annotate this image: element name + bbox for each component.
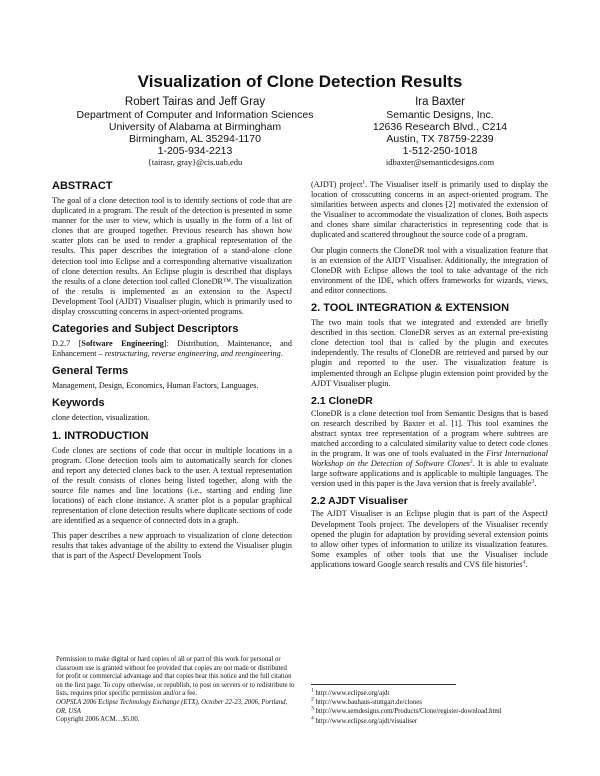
footnote: $^4$ http://www.eclipse.org/ajdt/visualiser <box>311 715 418 725</box>
author-affiliation-line: Department of Computer and Information Sciences <box>76 109 314 121</box>
abstract-text: The goal of a clone detection tool is to identify sections of code that are duplicated in a program. The result of the detection is presented in some manner for the user to view, which is usually in the form of a list of clones that are grouped together. Previous research has shown how scatter plots can be used to render a graphical representation of the results. This paper describes the integration of a stand-alone clone detection tool into Eclipse and a corresponding alternative visualization of clone detection results. An Eclipse plugin is described that displays the results of a clone detection tool called CloneDR™. The visualization of the results is implemented as an extension to the AspectJ Development Tool (AJDT) Visualiser plugin, which is primarily used to display crosscutting concerns in aspect-oriented programs. <box>52 196 292 317</box>
permission-text: Permission to make digital or hard copies of all or part of this work for personal or classroom use is granted without fee provided that copies are not made or distributed for profit or commercial advantage and that copies bear this notice and the full citation on the first page. To copy otherwise, or republish, to post on servers or to redistribute to lists, requires prior specific permission and/or a fee. <box>56 656 295 698</box>
right-column <box>311 180 548 575</box>
author-email: idbaxter@semanticdesigns.com <box>385 157 495 167</box>
copyright-text: Copyright 2006 ACM…$5.00. <box>56 716 140 724</box>
keywords-text: clone detection, visualization. <box>52 413 150 423</box>
section-2-heading: 2. TOOL INTEGRATION & EXTENSION <box>311 302 510 315</box>
footnote: $^2$ http://www.bauhaus-stuttgart.de/clones <box>311 696 422 707</box>
author-block-right <box>330 96 550 168</box>
section-2-2-text: The AJDT Visualiser is an Eclipse plugin that is part of the AspectJ Development Tools project. The developers of the Visualiser recently opened the plugin for adaptation by providing several extension points to allow other types of information to utilize its visualization features. Some examples of other tools that use the Visualiser include applications toward Google search results and CVS file histories$^4$. <box>311 509 548 569</box>
venue-text: OOPSLA 2006 Eclipse Technology Exchange (ETX), October 22-23, 2006, Portland, OR, USA <box>56 698 288 715</box>
author-address-line: Austin, TX 78759-2239 <box>386 133 494 145</box>
introduction-heading: 1. INTRODUCTION <box>52 429 149 442</box>
author-address-line: Birmingham, AL 35294-1170 <box>129 133 261 145</box>
author-names: Ira Baxter <box>415 96 465 108</box>
introduction-paragraph: Code clones are sections of code that occur in multiple locations in a program. Clone detection tools aim to automatically search for clones and report any detected clones back to the user. A textual representation of the result consists of clones being listed together, along with the source file names and line locations (i.e., starting and ending line locations) of each clone instance. A scatter plot is a popular graphical representation of clone detection results where duplicate sections of code are identified as a sequence of connected dots in a graph. <box>52 445 292 526</box>
author-phone: 1-512-250-1018 <box>402 145 478 157</box>
author-block-left <box>60 96 330 168</box>
author-affiliation-line: Semantic Designs, Inc. <box>386 109 494 121</box>
introduction-paragraph: This paper describes a new approach to visualization of clone detection results that takes advantage of the ability to extend the Visualiser plugin that is part of the AspectJ Development Tools <box>52 531 292 561</box>
author-email: {tairasr, gray}@cis.uab.edu <box>147 157 243 167</box>
left-column <box>52 180 292 567</box>
general-terms-text: Management, Design, Economics, Human Factors, Languages. <box>52 381 259 391</box>
body-paragraph: (AJDT) project$^1$. The Visualiser itself is primarily used to display the location of crosscutting concerns in an aspect-oriented program. The similarities between aspects and clones [2] motivated the extension of the Visualiser to accommodate the visualization of clones. Both aspects and clones share similar characteristics in representing code that is duplicated and scattered throughout the source code of a program. <box>311 179 549 240</box>
keywords-heading: Keywords <box>52 397 105 410</box>
footnotes <box>311 684 548 726</box>
section-2-1-heading: 2.1 CloneDR <box>311 394 373 407</box>
permission-notice <box>56 656 296 725</box>
general-terms-heading: General Terms <box>52 365 129 378</box>
author-affiliation-line: University of Alabama at Birmingham <box>108 121 282 133</box>
abstract-heading: ABSTRACT <box>52 180 113 192</box>
section-2-2-heading: 2.2 AJDT Visualiser <box>311 495 408 508</box>
author-names: Robert Tairas and Jeff Gray <box>124 96 266 108</box>
footnote: $^3$ http://www.semdesigns.com/Products/Clone/register-download.html <box>311 706 502 716</box>
categories-text: D.2.7 [Software Engineering]: Distribution, Maintenance, and Enhancement – restructuring, reverse engineering, and reengineering. <box>52 339 292 359</box>
body-paragraph: Our plugin connects the CloneDR tool with a visualization feature that is an extension of the AJDT Visualiser. Additionally, the integration of CloneDR with Eclipse allows the tool to take advantage of the rich environment of the IDE, which offers frameworks for wizards, views, and editor connections. <box>311 245 548 295</box>
footnote-divider <box>311 684 456 685</box>
categories-heading: Categories and Subject Descriptors <box>52 323 239 336</box>
section-2-text: The two main tools that we integrated and extended are briefly described in this section. CloneDR serves as an external pre-existing clone detection tool that is called by the plugin and executes independently. The results of CloneDR are retrieved and parsed by our plugin and reported to the user. The visualization feature is implemented through an Eclipse plugin extension point provided by the AJDT Visualiser plugin. <box>311 318 548 388</box>
paper-title: Visualization of Clone Detection Results <box>137 72 463 91</box>
section-2-1-text: CloneDR is a clone detection tool from Semantic Designs that is based on research described by Baxter et al. [1]. This tool examines the abstract syntax tree representation of a program where subtrees are matched according to a calculated similarity value to detect code clones in the program. It was one of tools evaluated in the First International Workshop on the Detection of Software Clones$^2$. It is able to evaluate large software applications and is applicable to multiple languages. The version used in this paper is the Java version that is freely available$^3$. <box>311 408 548 489</box>
author-address-line: 12636 Research Blvd., C214 <box>372 121 508 133</box>
author-phone: 1-205-934-2213 <box>157 145 233 157</box>
footnote: $^1$ http://www.eclipse.org/ajdt <box>311 687 390 697</box>
